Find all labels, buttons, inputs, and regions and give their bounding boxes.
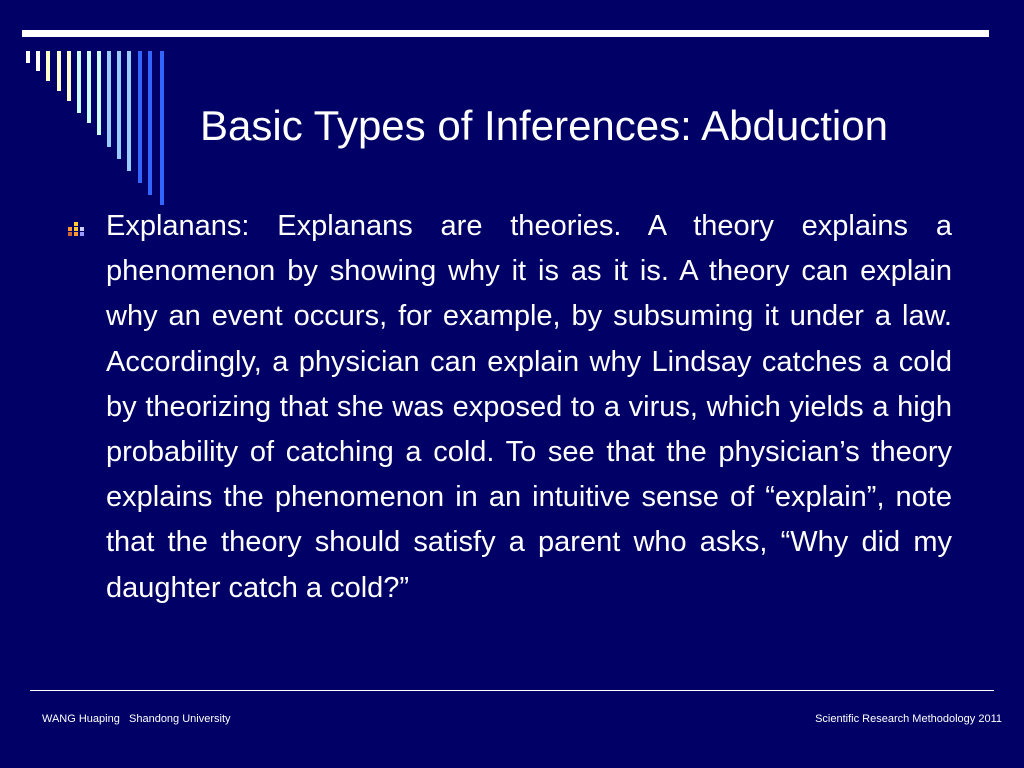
stripe — [117, 51, 121, 159]
stripe — [107, 51, 111, 147]
stripe — [57, 51, 61, 91]
stripe — [36, 51, 40, 71]
stripe — [46, 51, 50, 81]
stripe — [160, 51, 164, 205]
stripe — [97, 51, 101, 135]
stripe — [148, 51, 152, 195]
stacked-blocks-bullet-icon — [68, 221, 88, 237]
stripe — [127, 51, 131, 171]
stripe — [67, 51, 71, 101]
stripe — [26, 51, 30, 63]
footer-course: Scientific Research Methodology 2011 — [815, 713, 1002, 725]
footer-author: WANG Huaping Shandong University — [42, 713, 231, 725]
footer-rule — [30, 690, 994, 691]
stripe — [87, 51, 91, 123]
stripe — [77, 51, 81, 113]
vertical-stripes-decoration — [0, 0, 200, 210]
bullet-text: Explanans: Explanans are theories. A theory explains a phenomenon by showing why it is as it is. A theory can explain why an event occurs, for example, by subsuming it under a law. Accordingly, a physician can explain why Lindsay catches a cold by theorizing that she was exposed to a virus, which yields a high probability of catching a cold. To see that the physician’s theory explains the phenomenon in an intuitive sense of “explain”, note that the theory should satisfy a parent who asks, “Why did my daughter catch a cold?” — [106, 210, 952, 604]
stripe — [138, 51, 142, 183]
slide-title: Basic Types of Inferences: Abduction — [200, 102, 888, 149]
